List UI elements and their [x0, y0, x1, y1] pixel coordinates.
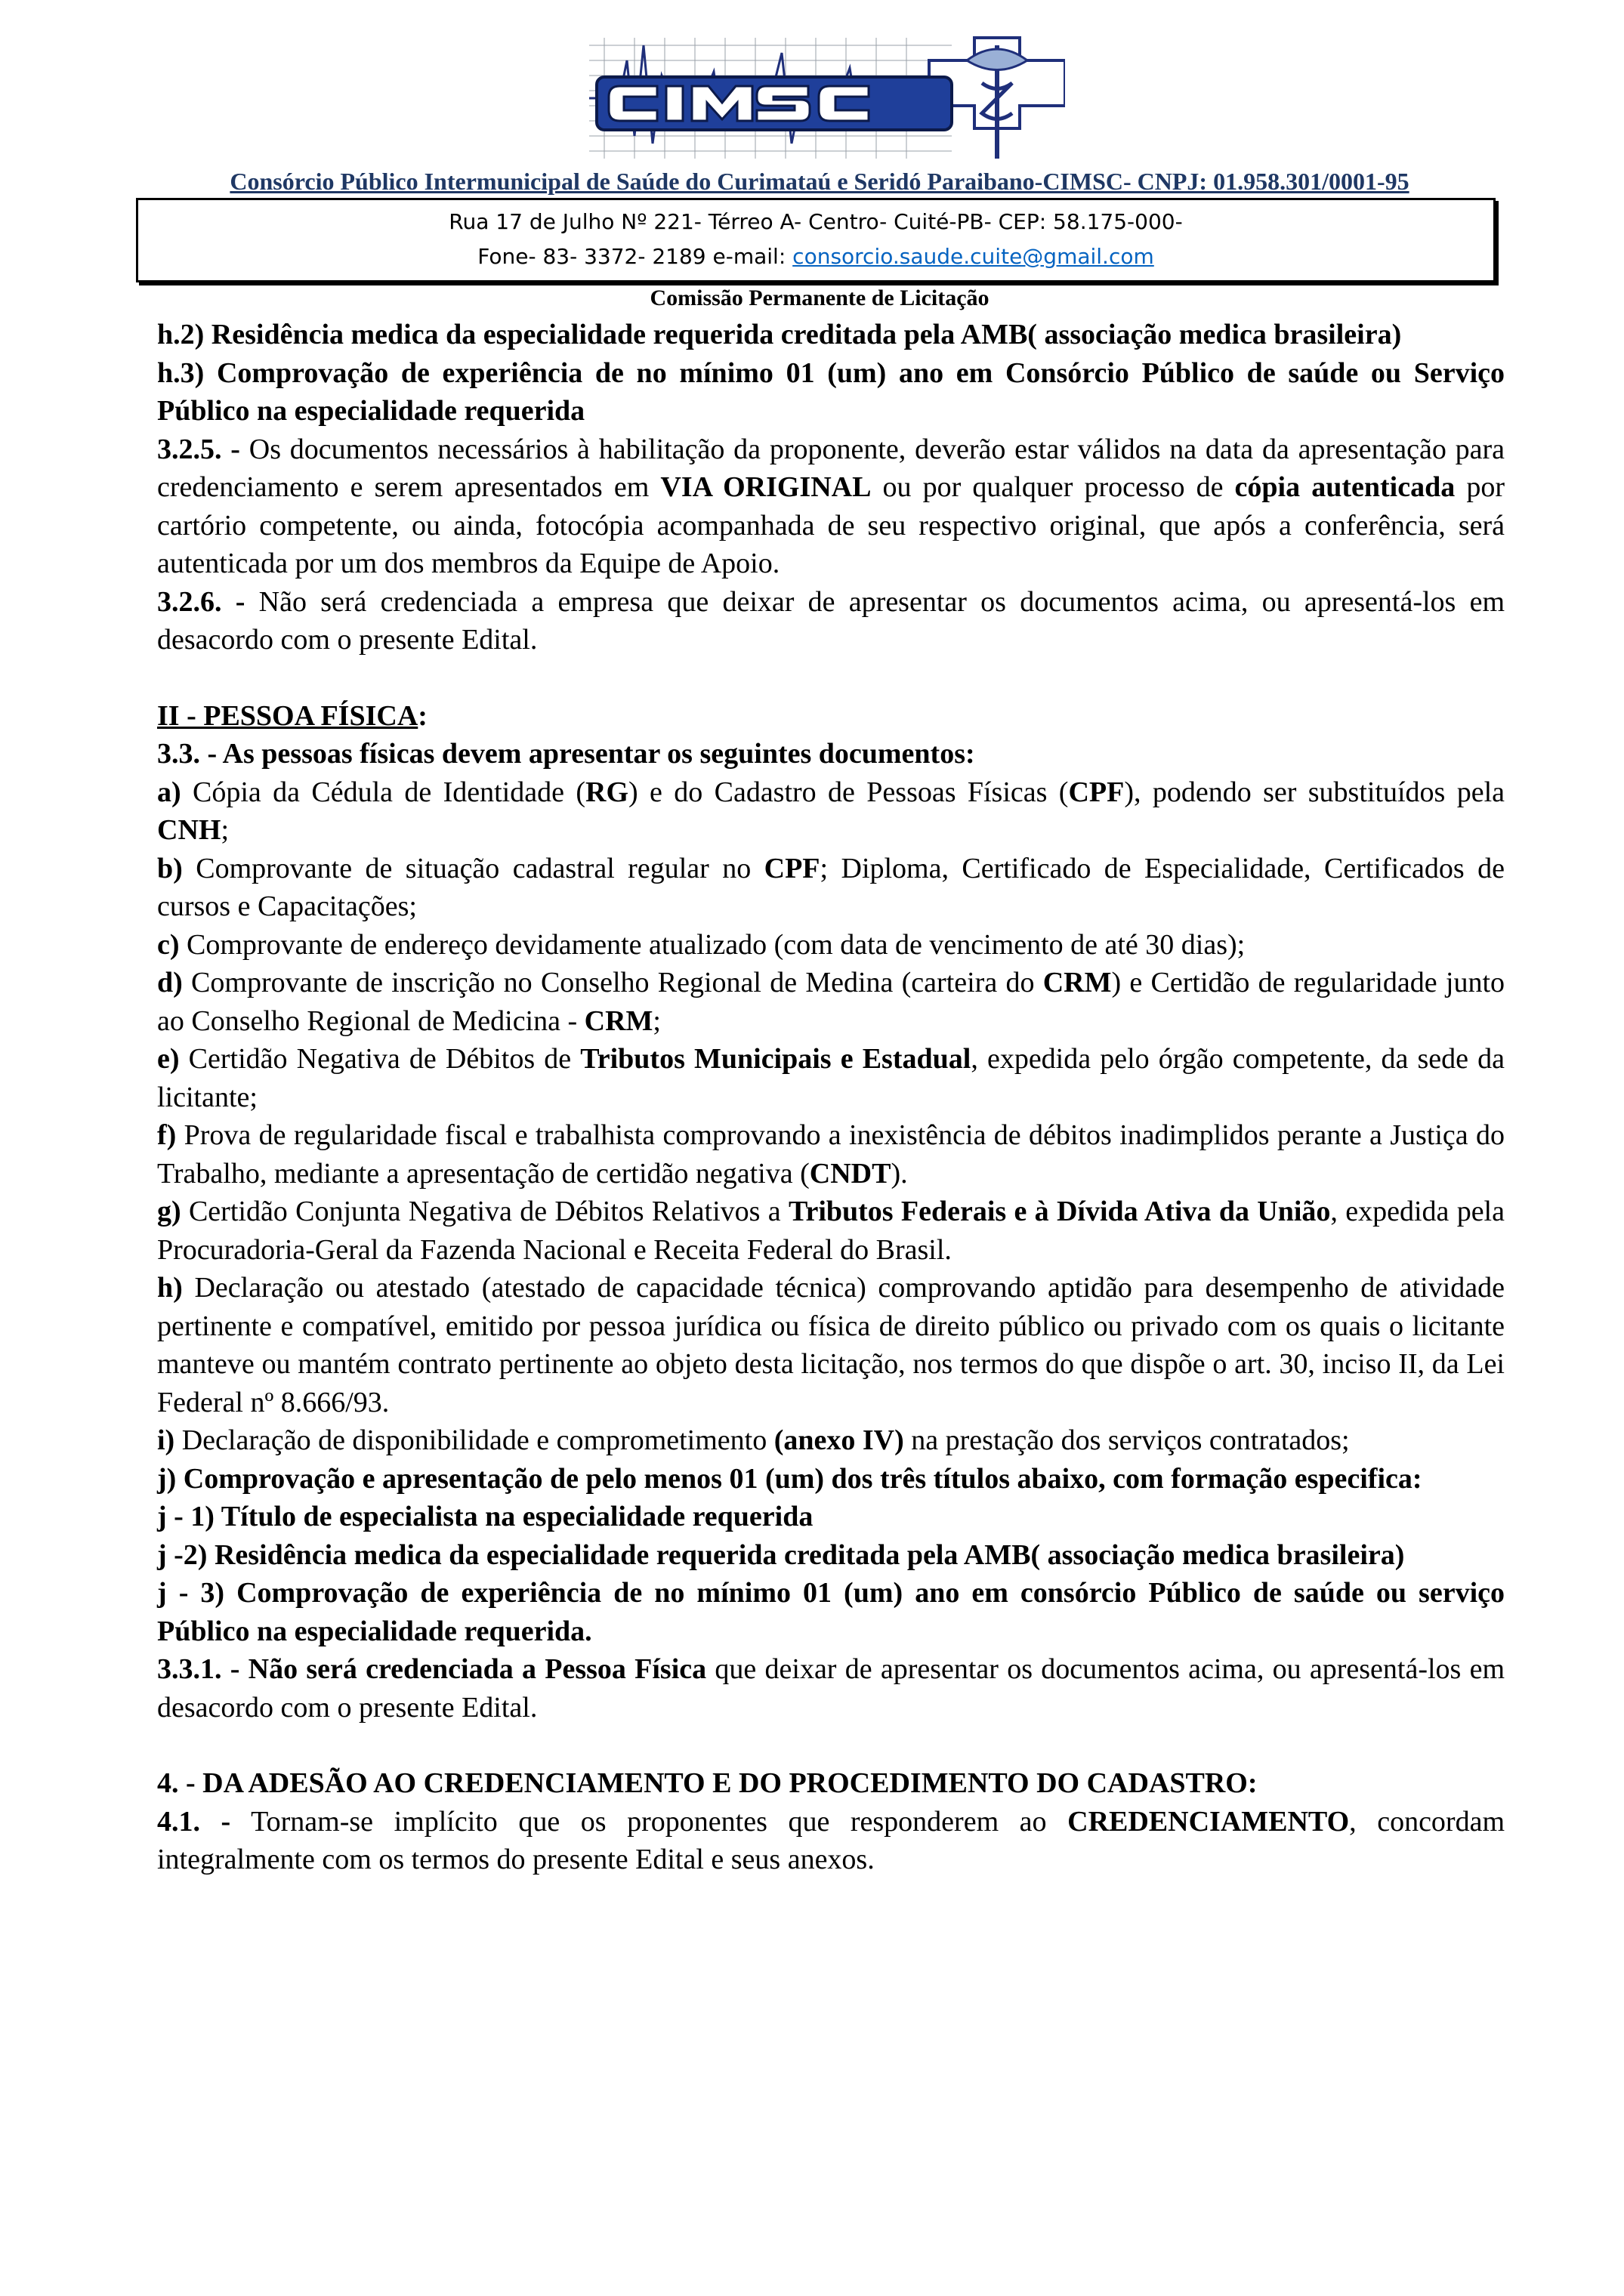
section-4-title: 4. - DA ADESÃO AO CREDENCIAMENTO E DO PROCEDIMENTO DO CADASTRO: — [157, 1767, 1258, 1799]
item-text: , expedida pela Procuradoria-Geral da Fazenda Nacional e Receita Federal do Brasil. — [157, 1196, 1505, 1266]
item-c — [157, 926, 1505, 964]
item-f — [157, 1116, 1505, 1193]
item-h3: h.3) Comprovação de experiência de no mínimo 01 (um) ano em Consórcio Público de saúde ou Serviço Público na especialidade requerida — [157, 356, 1505, 427]
clause-text: , concordam integralmente com os termos do presente Edital e seus anexos. — [157, 1805, 1505, 1875]
clause-4-1 — [157, 1803, 1505, 1879]
organization-line: Consórcio Público Intermunicipal de Saúde do Curimataú e Seridó Paraibano-CIMSC- CNPJ: 01.958.301/0001-95 — [230, 168, 1409, 195]
item-text: Certidão Negativa de Débitos de — [179, 1043, 581, 1075]
item-text: Prova de regularidade fiscal e trabalhista comprovando a inexistência de débitos inadimplidos perante a Justiça do Trabalho, mediante a apresentação de certidão negativa ( — [157, 1119, 1505, 1190]
item-e — [157, 1040, 1505, 1116]
item-text: ; — [653, 1004, 661, 1037]
clause-3-2-6 — [157, 583, 1505, 659]
clause-3-2-5 — [157, 430, 1505, 583]
item-text: , expedida pelo órgão competente, da sede da licitante; — [157, 1043, 1505, 1113]
item-label: h) — [157, 1272, 183, 1304]
item-label: e) — [157, 1043, 180, 1075]
item-bold: CPF — [1068, 776, 1125, 808]
section-colon: : — [418, 699, 428, 732]
item-label: g) — [157, 1196, 181, 1227]
item-text: Comprovante de endereço devidamente atualizado (com data de vencimento de até 30 dias); — [179, 928, 1246, 961]
item-text: Declaração ou atestado (atestado de capacidade técnica) comprovando aptidão para desempenho de atividade pertinente e compatível, emitido por pessoa jurídica ou física de direito público ou privado com os quais o licitante manteve ou mantém contrato pertinente ao objeto desta licitação, nos termos do que dispõe o art. 30, inciso II, da Lei Federal nº 8.666/93. — [157, 1272, 1505, 1418]
clause-text: que deixar de apresentar os documentos acima, ou apresentá-los em desacordo com o presente Edital. — [157, 1653, 1505, 1724]
item-h2: h.2) Residência medica da especialidade requerida creditada pela AMB( associação medica brasileira) — [157, 319, 1402, 350]
clause-number: 3.2.5. - — [157, 433, 240, 465]
address-box — [136, 198, 1496, 282]
item-text: ). — [891, 1157, 908, 1190]
item-i — [157, 1421, 1505, 1460]
item-label: c) — [157, 928, 180, 961]
item-bold: CRM — [584, 1004, 653, 1037]
section-pessoa-fisica — [157, 697, 1505, 736]
clause-text: Os documentos necessários à habilitação da proponente, deverão estar válidos na data da apresentação para credenciamento e serem apresentados em — [157, 433, 1505, 503]
clause-bold: CREDENCIAMENTO — [1067, 1805, 1350, 1838]
item-label: a) — [157, 776, 181, 808]
item-h — [157, 1269, 1505, 1421]
item-text: Declaração de disponibilidade e comprometimento — [174, 1424, 774, 1456]
item-label: f) — [157, 1119, 177, 1151]
item-text: ; Diploma, Certificado de Especialidade, Certificados de cursos e Capacitações; — [157, 852, 1505, 922]
item-j3: j - 3) Comprovação de experiência de no mínimo 01 (um) ano em consórcio Público de saúde ou serviço Público na especialidade requerida. — [157, 1577, 1505, 1647]
spacer — [157, 659, 1505, 697]
clause-3-3: 3.3. - As pessoas físicas devem apresentar os seguintes documentos: — [157, 738, 975, 770]
cimsc-logo — [574, 30, 1065, 166]
clause-text: Tornam-se implícito que os proponentes que responderem ao — [230, 1805, 1068, 1838]
item-g — [157, 1193, 1505, 1269]
item-text: Cópia da Cédula de Identidade ( — [181, 776, 585, 808]
clause-text: ou por qualquer processo de — [871, 471, 1235, 503]
item-text: ), podendo ser substituídos pela — [1124, 776, 1505, 808]
contact-line — [138, 244, 1493, 269]
clause-text: Não será credenciada a empresa que deixar de apresentar os documentos acima, ou apresentá-los em desacordo com o presente Edital. — [157, 585, 1505, 656]
item-j1: j - 1) Título de especialista na especialidade requerida — [157, 1501, 814, 1532]
item-text: Comprovante de inscrição no Conselho Regional de Medina (carteira do — [182, 967, 1043, 998]
address-line: Rua 17 de Julho Nº 221- Térreo A- Centro- Cuité-PB- CEP: 58.175-000- — [449, 209, 1183, 234]
item-text: ; — [221, 814, 230, 846]
item-bold: CNH — [157, 814, 221, 846]
item-bold: RG — [585, 776, 628, 808]
item-text: na prestação dos serviços contratados; — [903, 1424, 1350, 1456]
item-d — [157, 964, 1505, 1040]
item-text: Certidão Conjunta Negativa de Débitos Relativos a — [181, 1196, 789, 1227]
item-text: Comprovante de situação cadastral regular no — [182, 852, 764, 884]
item-bold: (anexo IV) — [773, 1424, 904, 1456]
phone-text: Fone- 83- 3372- 2189 e-mail: — [477, 244, 793, 269]
spacer — [157, 1727, 1505, 1764]
email-link[interactable]: consorcio.saude.cuite@gmail.com — [792, 244, 1154, 269]
item-j2: j -2) Residência medica da especialidade requerida creditada pela AMB( associação medica brasileira) — [157, 1538, 1405, 1571]
item-bold: CNDT — [809, 1157, 891, 1190]
item-text: ) e Certidão de regularidade junto ao Conselho Regional de Medicina - — [157, 967, 1505, 1037]
item-b — [157, 850, 1505, 926]
clause-number: 4.1. - — [157, 1805, 231, 1838]
section-title: II - PESSOA FÍSICA — [157, 699, 418, 732]
item-bold: Tributos Federais e à Dívida Ativa da União — [788, 1196, 1331, 1227]
clause-bold: cópia autenticada — [1234, 471, 1456, 503]
clause-3-3-1 — [157, 1650, 1505, 1727]
item-bold: Tributos Municipais e Estadual — [580, 1043, 971, 1075]
clause-bold: 3.3.1. - Não será credenciada a Pessoa Física — [157, 1653, 707, 1685]
clause-number: 3.2.6. - — [157, 585, 245, 618]
item-text: ) e do Cadastro de Pessoas Físicas ( — [628, 776, 1069, 808]
clause-bold: VIA ORIGINAL — [660, 471, 872, 503]
document-body — [157, 316, 1505, 1879]
item-j: j) Comprovação e apresentação de pelo menos 01 (um) dos três títulos abaixo, com formação especifica: — [157, 1462, 1422, 1495]
item-bold: CRM — [1042, 967, 1112, 998]
item-label: b) — [157, 852, 183, 884]
item-a — [157, 773, 1505, 850]
item-bold: CPF — [764, 852, 820, 884]
commission-title: Comissão Permanente de Licitação — [650, 285, 990, 310]
item-label: d) — [157, 967, 183, 998]
item-label: i) — [157, 1424, 175, 1456]
clause-text: por cartório competente, ou ainda, fotocópia acompanhada de seu respectivo original, que após a conferência, será autenticada por um dos membros da Equipe de Apoio. — [157, 471, 1505, 579]
